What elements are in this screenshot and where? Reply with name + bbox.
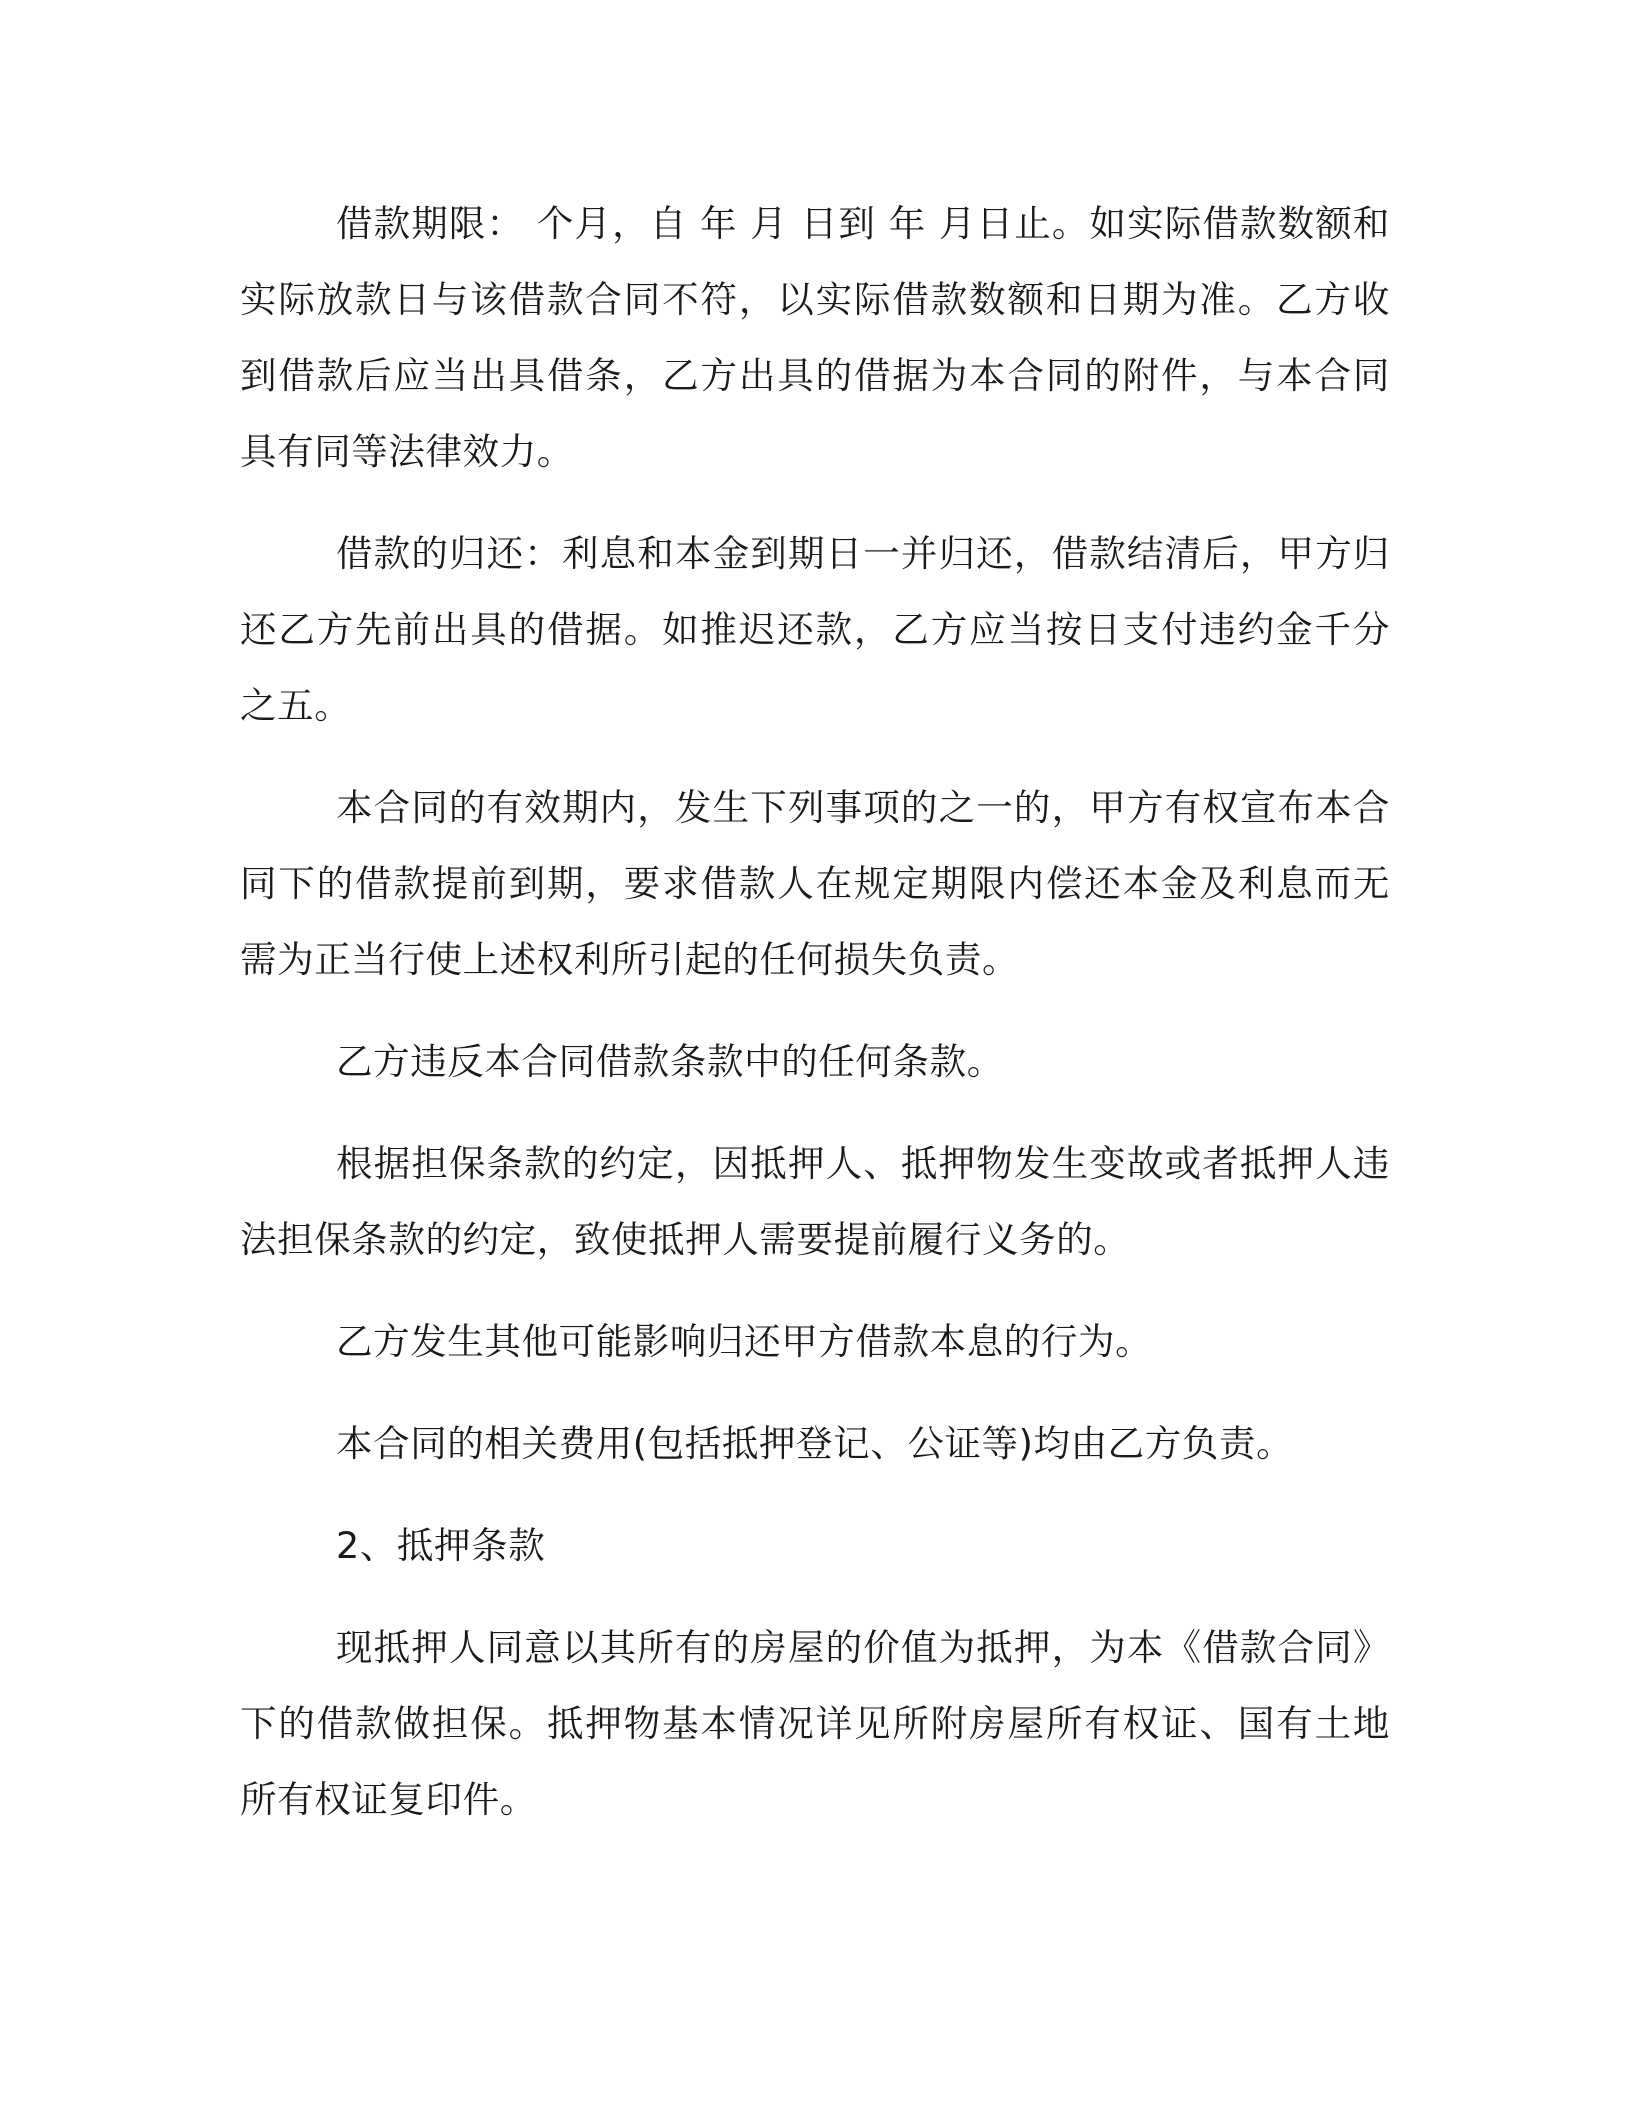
paragraph-related-fees: 本合同的相关费用(包括抵押登记、公证等)均由乙方负责。: [336, 1422, 1294, 1465]
paragraph-guarantee-event: 根据担保条款的约定，因抵押人、抵押物发生变故或者抵押人违法担保条款的约定，致使抵押人需要提前履行义务的。: [240, 1142, 1390, 1261]
paragraph-loan-repayment: 借款的归还：利息和本金到期日一并归还，借款结清后，甲方归还乙方先前出具的借据。如推迟还款，乙方应当按日支付违约金千分之五。: [240, 532, 1390, 727]
paragraph-early-maturity: 本合同的有效期内，发生下列事项的之一的，甲方有权宣布本合同下的借款提前到期，要求借款人在规定期限内偿还本金及利息而无需为正当行使上述权利所引起的任何损失负责。: [240, 786, 1390, 981]
paragraph-mortgage-description: 现抵押人同意以其所有的房屋的价值为抵押，为本《借款合同》下的借款做担保。抵押物基本情况详见所附房屋所有权证、国有土地所有权证复印件。: [240, 1626, 1390, 1821]
section-heading-mortgage-clause: 2、抵押条款: [336, 1524, 546, 1567]
paragraph-other-behavior: 乙方发生其他可能影响归还甲方借款本息的行为。: [336, 1320, 1153, 1363]
document-body: [240, 186, 1390, 1864]
paragraph-loan-term: 借款期限： 个月，自 年 月 日到 年 月日止。如实际借款数额和实际放款日与该借款合同不符，以实际借款数额和日期为准。乙方收到借款后应当出具借条，乙方出具的借据为本合同的附件，与本合同具有同等法律效力。: [240, 202, 1390, 473]
paragraph-breach-of-terms: 乙方违反本合同借款条款中的任何条款。: [336, 1040, 1004, 1083]
